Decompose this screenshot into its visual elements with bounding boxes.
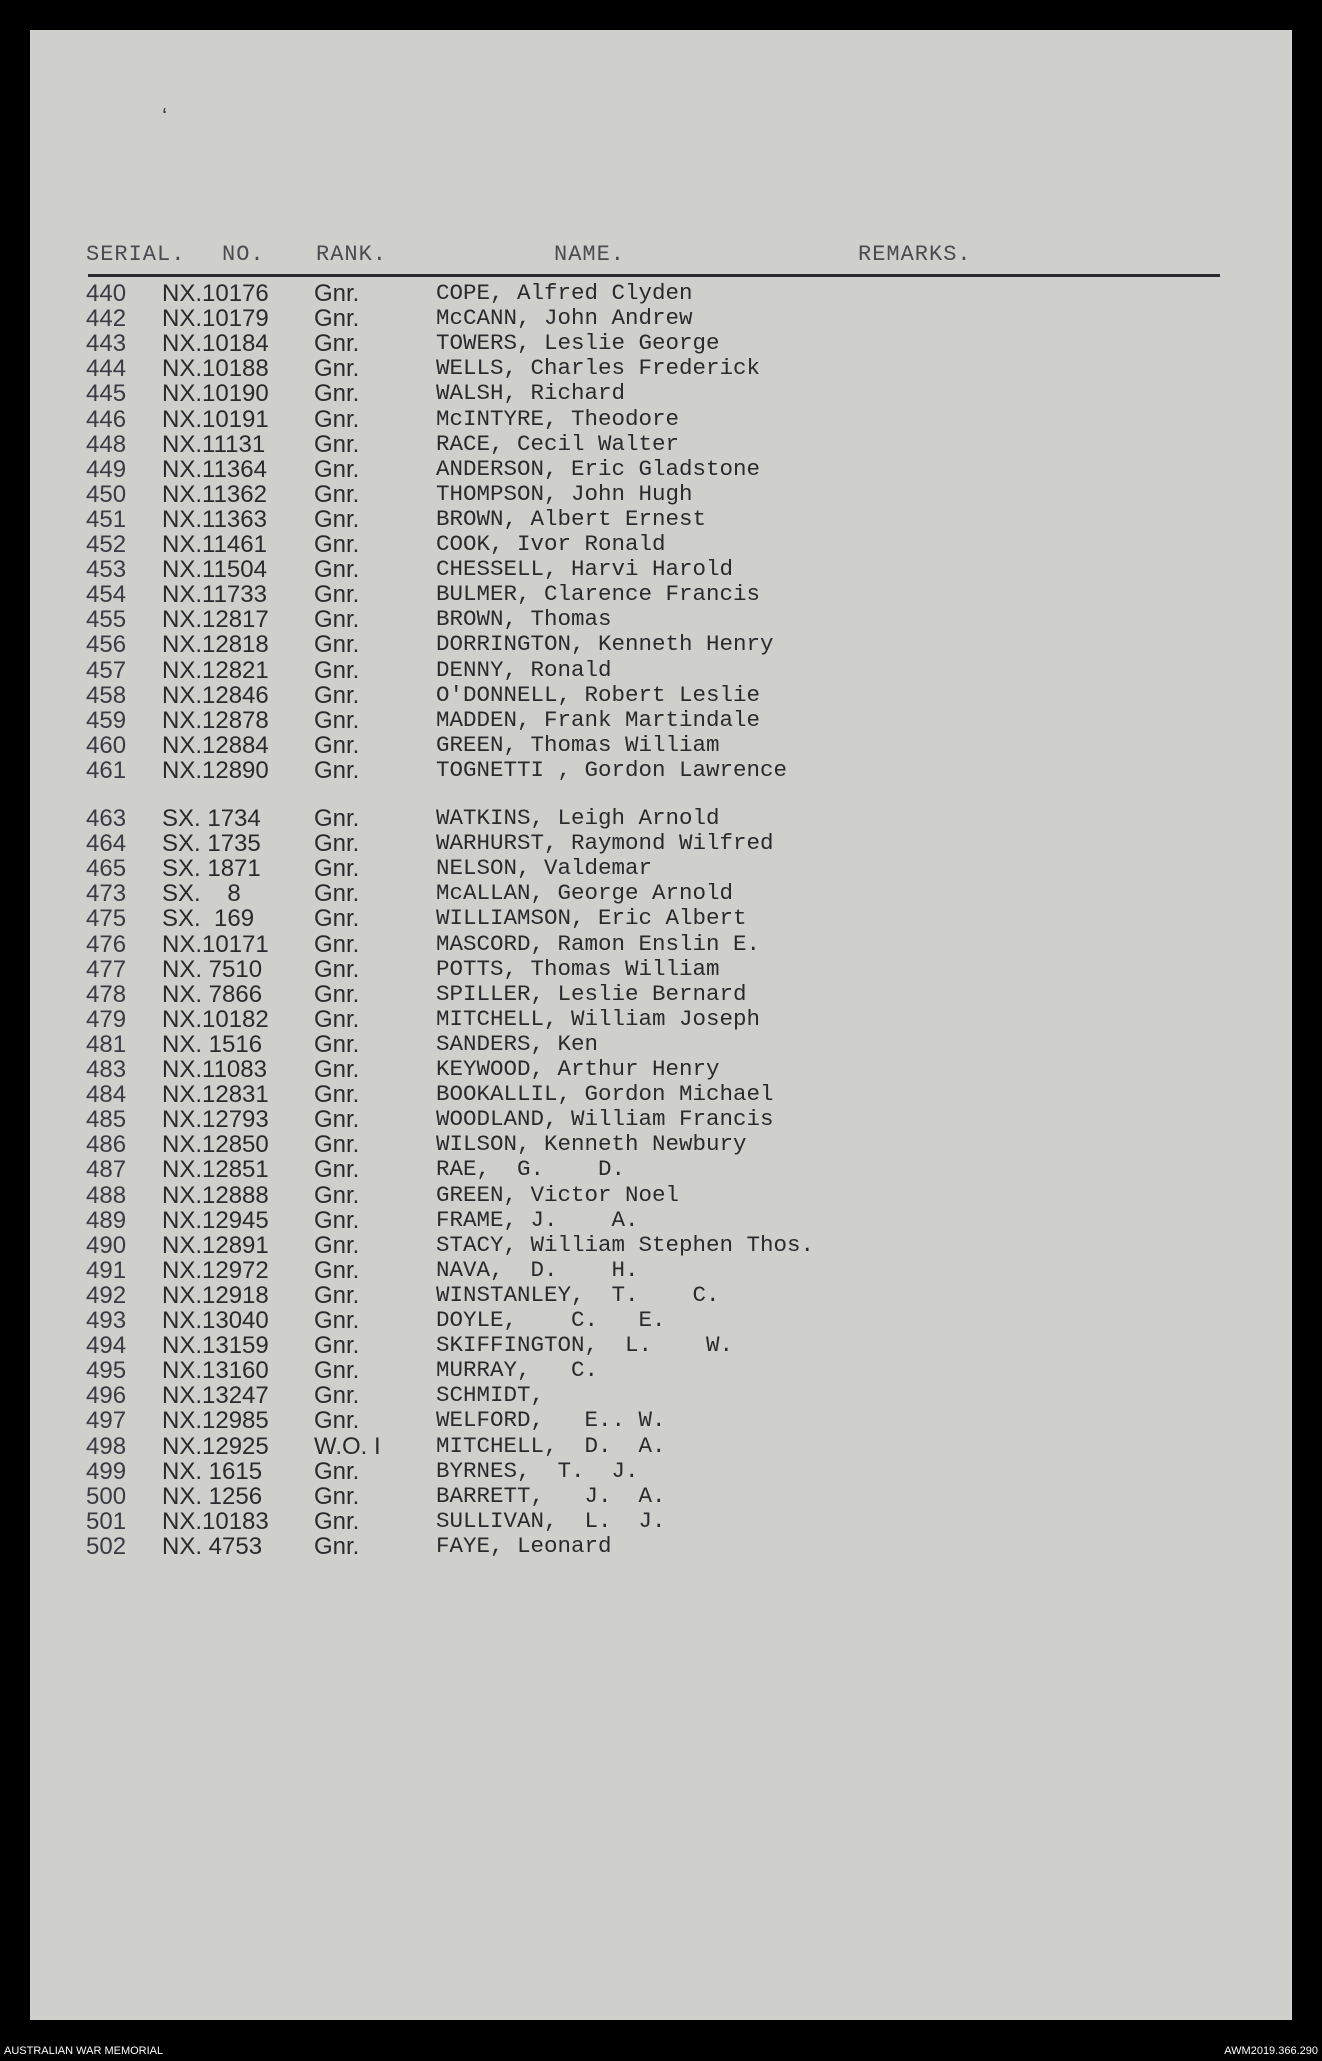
serial-number: 440 [86,280,127,307]
name: TOWERS, Leslie George [436,330,720,357]
name: WALSH, Richard [436,380,626,407]
rank: Gnr. [314,606,360,634]
table-row [30,506,1292,532]
rank: Gnr. [314,405,360,433]
table-row [30,931,1292,957]
name: BULMER, Clarence Francis [436,581,761,608]
name: BOOKALLIL, Gordon Michael [436,1081,774,1108]
rank: Gnr. [314,305,360,333]
rank: Gnr. [314,355,360,383]
rank: Gnr. [314,1357,360,1385]
rank: Gnr. [314,330,360,358]
serial-number: 461 [86,756,127,784]
table-row [30,1382,1292,1408]
service-number: NX.11131 [162,430,266,458]
name: MITCHELL, William Joseph [436,1005,761,1032]
service-number: NX.10188 [162,355,269,383]
name: MASCORD, Ramon Enslin E. [436,930,761,957]
service-number: NX.10182 [162,1005,269,1033]
rank: Gnr. [314,980,360,1008]
serial-number: 498 [86,1432,127,1460]
serial-number: 500 [86,1482,127,1510]
name: WELLS, Charles Frederick [436,355,761,382]
service-number: NX.11364 [162,455,267,483]
footer-reference: AWM2019.366.290 [1224,2045,1318,2057]
serial-number: 444 [86,355,127,383]
table-row [30,1508,1292,1534]
header-remarks: REMARKS. [858,242,972,267]
service-number: NX. 1615 [162,1457,263,1485]
service-number: NX.12972 [162,1256,269,1284]
serial-number: 494 [86,1332,127,1360]
name: WILLIAMSON, Eric Albert [436,905,747,932]
name: MITCHELL, D. A. [436,1432,666,1459]
rank: Gnr. [314,1030,360,1058]
service-number: NX.11362 [162,480,267,508]
table-row [30,757,1292,783]
serial-number: 501 [86,1507,127,1535]
rank: Gnr. [314,1056,360,1083]
serial-number: 489 [86,1206,127,1234]
ink-mark: ʻ [158,106,172,131]
service-number: SX. 169 [162,905,255,933]
table-row [30,1407,1292,1433]
service-number: NX. 1256 [162,1482,263,1510]
rank: Gnr. [314,830,360,858]
name: BARRETT, J. A. [436,1482,666,1509]
table-row [30,1182,1292,1208]
serial-number: 448 [86,430,127,458]
rank: Gnr. [314,631,360,659]
rank: Gnr. [314,1457,360,1485]
table-row [30,707,1292,733]
service-number: NX.11733 [162,581,267,609]
name: McCANN, John Andrew [436,305,693,332]
service-number: NX.12890 [162,756,269,784]
serial-number: 451 [86,505,127,533]
table-row [30,380,1292,406]
name: POTTS, Thomas William [436,955,720,982]
table-row [30,1156,1292,1182]
table-row [30,1081,1292,1107]
service-number: NX.12817 [162,606,269,634]
serial-number: 479 [86,1005,127,1033]
name: MURRAY, C. [436,1357,599,1384]
rank: Gnr. [314,1532,360,1560]
service-number: NX.12831 [162,1081,269,1109]
service-number: SX. 1871 [162,855,261,883]
service-number: NX.12888 [162,1181,269,1209]
table-row [30,355,1292,381]
serial-number: 483 [86,1056,127,1083]
service-number: NX.10184 [162,330,269,358]
rank: Gnr. [314,955,360,983]
service-number: NX.12945 [162,1206,269,1234]
table-row [30,1131,1292,1157]
serial-number: 502 [86,1532,127,1560]
rank: Gnr. [314,1081,360,1109]
header-no: NO. [222,242,265,267]
name: DORRINGTON, Kenneth Henry [436,631,774,658]
table-row [30,1332,1292,1358]
name: TOGNETTI , Gordon Lawrence [436,756,788,783]
rank: Gnr. [314,1332,360,1360]
name: GREEN, Thomas William [436,731,720,758]
rank: Gnr. [314,1131,360,1159]
table-row [30,1282,1292,1308]
name: THOMPSON, John Hugh [436,480,693,507]
table-row [30,1006,1292,1032]
name: WARHURST, Raymond Wilfred [436,830,774,857]
serial-number: 450 [86,480,127,508]
serial-number: 491 [86,1256,127,1284]
rank: Gnr. [314,930,360,958]
service-number: SX. 8 [162,880,241,908]
table-row [30,830,1292,856]
service-number: NX.11083 [162,1056,267,1083]
header-name: NAME. [554,242,626,267]
table-row [30,431,1292,457]
service-number: NX.12818 [162,631,269,659]
name: WELFORD, E.. W. [436,1407,666,1434]
header-rule [88,274,1220,277]
header-rank: RANK. [316,242,388,267]
name: GREEN, Victor Noel [436,1181,680,1208]
table-row [30,531,1292,557]
serial-number: 478 [86,980,127,1008]
rank: Gnr. [314,1206,360,1234]
serial-number: 446 [86,405,127,433]
rank: Gnr. [314,505,360,533]
service-number: NX.10190 [162,380,269,408]
table-row [30,1031,1292,1057]
name: BYRNES, T. J. [436,1457,639,1484]
rank: Gnr. [314,280,360,307]
name: WOODLAND, William Francis [436,1106,774,1133]
name: O'DONNELL, Robert Leslie [436,681,761,708]
rank: Gnr. [314,756,360,784]
serial-number: 490 [86,1231,127,1259]
name: BROWN, Albert Ernest [436,505,707,532]
name: RACE, Cecil Walter [436,430,680,457]
name: NAVA, D. H. [436,1256,639,1283]
table-row [30,1458,1292,1484]
rank: Gnr. [314,1407,360,1435]
service-number: NX.13159 [162,1332,269,1360]
service-number: NX.12925 [162,1432,269,1460]
service-number: NX.12851 [162,1156,269,1184]
serial-number: 453 [86,556,127,584]
table-row [30,1207,1292,1233]
rank: Gnr. [314,1181,360,1209]
serial-number: 455 [86,606,127,634]
table-row [30,1483,1292,1509]
header-serial: SERIAL. [86,242,186,267]
service-number: NX.12918 [162,1281,269,1309]
rank: Gnr. [314,480,360,508]
table-row [30,657,1292,683]
service-number: NX.11504 [162,556,267,584]
name: NELSON, Valdemar [436,855,653,882]
table-row [30,732,1292,758]
serial-number: 445 [86,380,127,408]
rank: Gnr. [314,1482,360,1510]
table-row [30,1533,1292,1559]
table-row [30,305,1292,331]
name: CHESSELL, Harvi Harold [436,556,734,583]
serial-number: 458 [86,681,127,709]
table-row [30,1357,1292,1383]
name: KEYWOOD, Arthur Henry [436,1056,720,1082]
service-number: SX. 1734 [162,805,261,832]
serial-number: 463 [86,805,127,832]
serial-number: 496 [86,1382,127,1410]
service-number: NX.10191 [162,405,269,433]
name: McINTYRE, Theodore [436,405,680,432]
rank: Gnr. [314,1156,360,1184]
table-row [30,981,1292,1007]
table-row [30,280,1292,306]
name: MADDEN, Frank Martindale [436,706,761,733]
rank: Gnr. [314,731,360,759]
service-number: NX. 7510 [162,955,263,983]
service-number: SX. 1735 [162,830,261,858]
service-number: NX.12884 [162,731,269,759]
service-number: NX.13160 [162,1357,269,1385]
serial-number: 457 [86,656,127,684]
table-row [30,631,1292,657]
document-page [30,30,1292,2020]
rank: Gnr. [314,656,360,684]
name: SKIFFINGTON, L. W. [436,1332,734,1359]
rank: Gnr. [314,430,360,458]
rank: Gnr. [314,556,360,584]
service-number: NX.10176 [162,280,269,307]
service-number: NX.11363 [162,505,267,533]
service-number: NX. 1516 [162,1030,263,1058]
rank: Gnr. [314,855,360,883]
service-number: NX.10171 [162,930,269,958]
name: SULLIVAN, L. J. [436,1507,666,1534]
rank: W.O. I [314,1432,381,1460]
table-row [30,1106,1292,1132]
rank: Gnr. [314,531,360,558]
table-row [30,330,1292,356]
service-number: NX.12821 [162,656,269,684]
table-row [30,481,1292,507]
name: DOYLE, C. E. [436,1307,666,1333]
rank: Gnr. [314,1256,360,1284]
table-row [30,606,1292,632]
serial-number: 460 [86,731,127,759]
serial-number: 488 [86,1181,127,1209]
rank: Gnr. [314,681,360,709]
service-number: NX.12793 [162,1106,269,1134]
name: RAE, G. D. [436,1156,626,1183]
name: WATKINS, Leigh Arnold [436,805,720,831]
serial-number: 497 [86,1407,127,1435]
table-header [30,242,1292,274]
table-row [30,556,1292,582]
rank: Gnr. [314,455,360,483]
name: STACY, William Stephen Thos. [436,1231,815,1258]
table-row [30,855,1292,881]
rank: Gnr. [314,1106,360,1134]
serial-number: 476 [86,930,127,958]
name: COOK, Ivor Ronald [436,531,666,557]
name: FAYE, Leonard [436,1532,612,1559]
serial-number: 459 [86,706,127,734]
serial-number: 442 [86,305,127,333]
serial-number: 495 [86,1357,127,1385]
name: SCHMIDT, [436,1382,545,1409]
serial-number: 443 [86,330,127,358]
serial-number: 487 [86,1156,127,1184]
name: SANDERS, Ken [436,1030,599,1057]
table-row [30,1056,1292,1082]
service-number: NX.10179 [162,305,269,333]
service-number: NX.13247 [162,1382,269,1410]
table-row [30,880,1292,906]
name: SPILLER, Leslie Bernard [436,980,747,1007]
name: WINSTANLEY, T. C. [436,1281,720,1308]
name: DENNY, Ronald [436,656,612,683]
name: COPE, Alfred Clyden [436,280,693,306]
serial-number: 493 [86,1307,127,1334]
serial-number: 475 [86,905,127,933]
serial-number: 465 [86,855,127,883]
service-number: NX.12878 [162,706,269,734]
table-row [30,682,1292,708]
name: ANDERSON, Eric Gladstone [436,455,761,482]
serial-number: 452 [86,531,127,558]
name: FRAME, J. A. [436,1206,639,1233]
rank: Gnr. [314,1005,360,1033]
rank: Gnr. [314,805,360,832]
service-number: NX.12846 [162,681,269,709]
service-number: NX.12850 [162,1131,269,1159]
name: WILSON, Kenneth Newbury [436,1131,747,1158]
name: BROWN, Thomas [436,606,612,633]
rank: Gnr. [314,706,360,734]
service-number: NX.13040 [162,1307,269,1334]
table-row [30,456,1292,482]
serial-number: 464 [86,830,127,858]
serial-number: 449 [86,455,127,483]
table-row [30,805,1292,831]
service-number: NX. 7866 [162,980,263,1008]
rank: Gnr. [314,1382,360,1410]
rank: Gnr. [314,880,360,908]
rank: Gnr. [314,905,360,933]
serial-number: 456 [86,631,127,659]
serial-number: 481 [86,1030,127,1058]
serial-number: 492 [86,1281,127,1309]
rank: Gnr. [314,581,360,609]
table-row [30,406,1292,432]
service-number: NX.12891 [162,1231,269,1259]
service-number: NX.11461 [162,531,267,558]
table-row [30,1307,1292,1333]
service-number: NX.10183 [162,1507,269,1535]
serial-number: 486 [86,1131,127,1159]
name: McALLAN, George Arnold [436,880,734,907]
rank: Gnr. [314,380,360,408]
table-row [30,1232,1292,1258]
serial-number: 485 [86,1106,127,1134]
rank: Gnr. [314,1307,360,1334]
table-row [30,581,1292,607]
table-row [30,956,1292,982]
rank: Gnr. [314,1507,360,1535]
serial-number: 477 [86,955,127,983]
service-number: NX.12985 [162,1407,269,1435]
serial-number: 473 [86,880,127,908]
serial-number: 484 [86,1081,127,1109]
footer-institution: AUSTRALIAN WAR MEMORIAL [4,2045,164,2057]
serial-number: 499 [86,1457,127,1485]
table-row [30,905,1292,931]
rank: Gnr. [314,1231,360,1259]
rank: Gnr. [314,1281,360,1309]
service-number: NX. 4753 [162,1532,263,1560]
serial-number: 454 [86,581,127,609]
footer [0,2043,1322,2061]
table-row [30,1433,1292,1459]
table-row [30,1257,1292,1283]
